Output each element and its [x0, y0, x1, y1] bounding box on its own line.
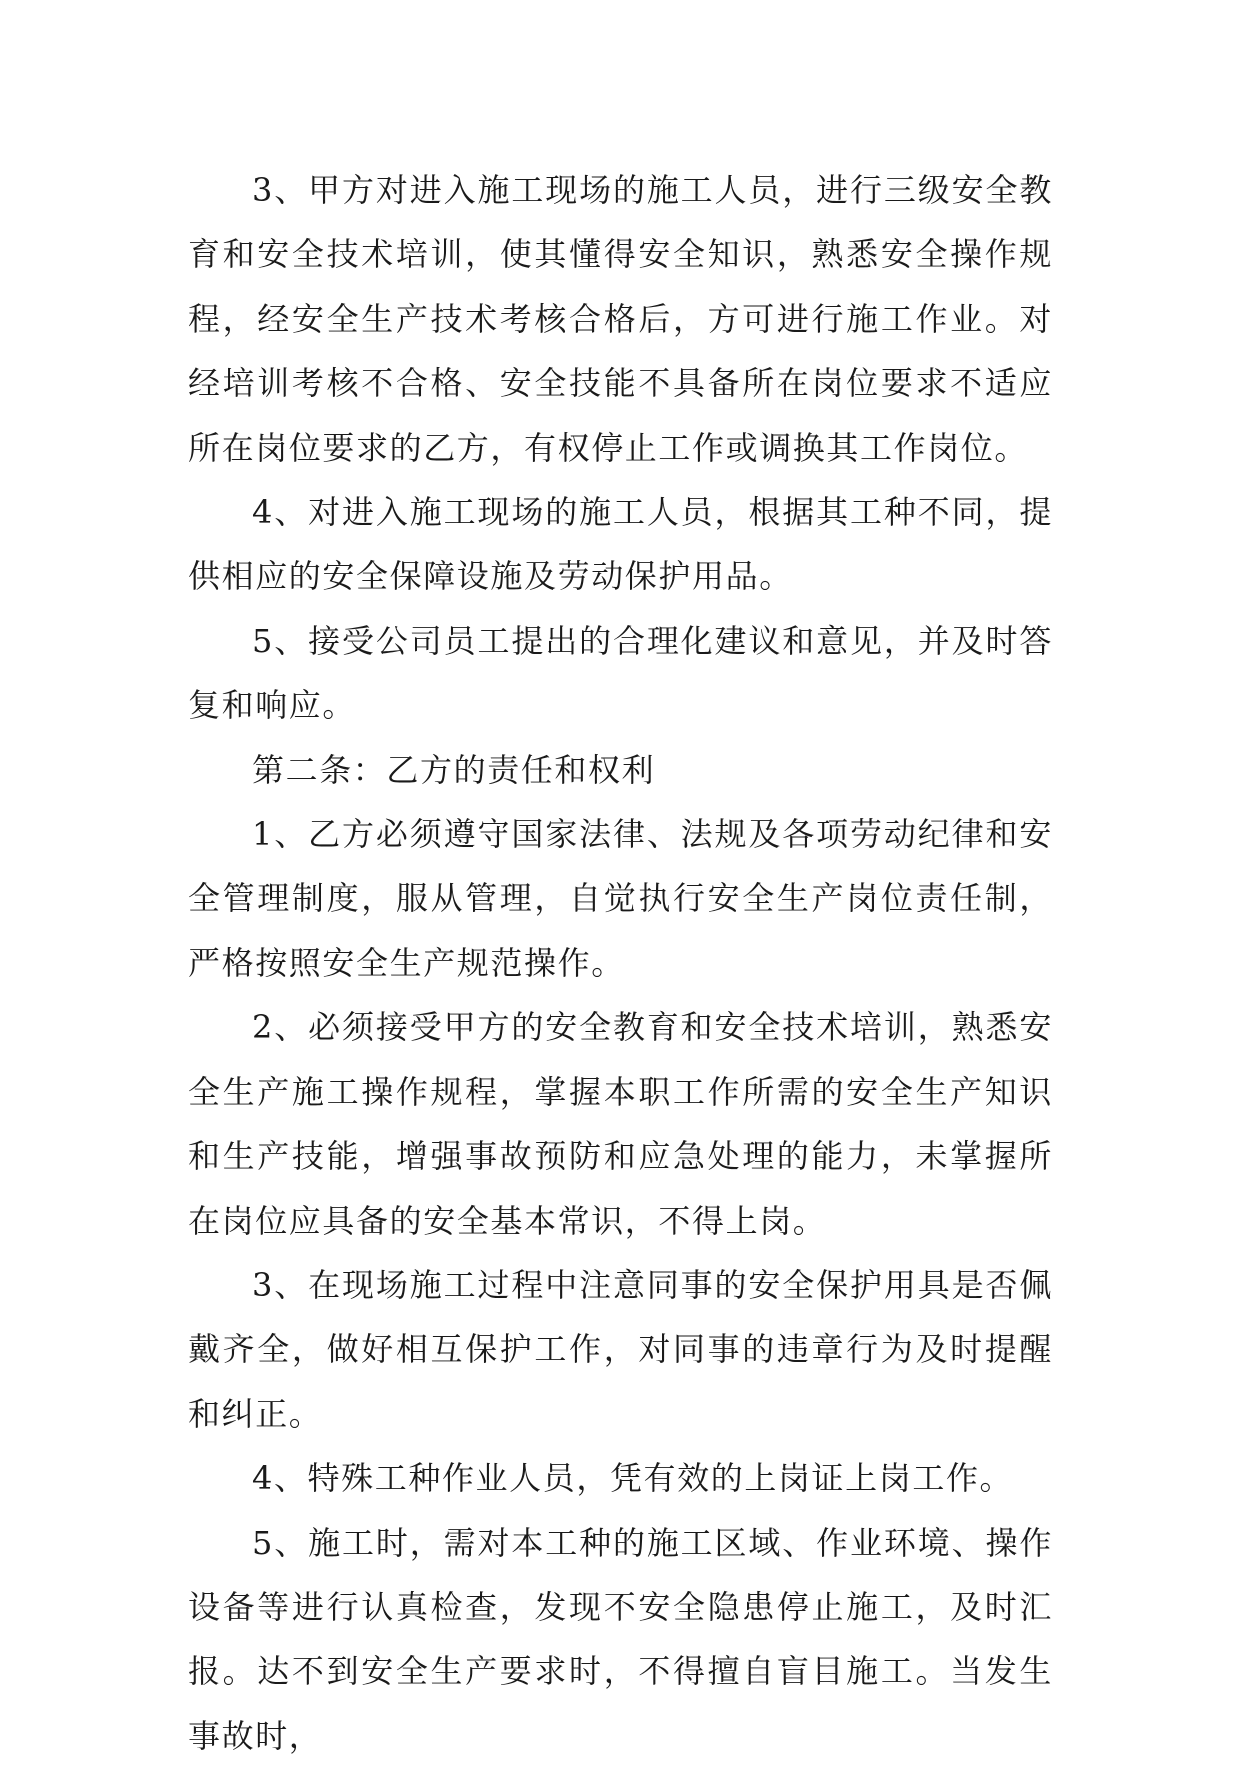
paragraph-party-b-item-4: 4、特殊工种作业人员，凭有效的上岗证上岗工作。	[252, 1459, 1014, 1498]
document-body	[188, 158, 1053, 1768]
paragraph-party-b-item-1: 1、乙方必须遵守国家法律、法规及各项劳动纪律和安全管理制度，服从管理，自觉执行安全生产岗位责任制，严格按照安全生产规范操作。	[188, 815, 1053, 982]
paragraph-party-b-item-2: 2、必须接受甲方的安全教育和安全技术培训，熟悉安全生产施工操作规程，掌握本职工作所需的安全生产知识和生产技能，增强事故预防和应急处理的能力，未掌握所在岗位应具备的安全基本常识，不得上岗。	[188, 1008, 1053, 1240]
paragraph-party-b-item-3: 3、在现场施工过程中注意同事的安全保护用具是否佩戴齐全，做好相互保护工作，对同事的违章行为及时提醒和纠正。	[188, 1265, 1053, 1433]
paragraph-party-b-item-5: 5、施工时，需对本工种的施工区域、作业环境、操作设备等进行认真检查，发现不安全隐患停止施工，及时汇报。达不到安全生产要求时，不得擅自盲目施工。当发生事故时，	[188, 1523, 1053, 1755]
paragraph-party-a-item-4: 4、对进入施工现场的施工人员，根据其工种不同，提供相应的安全保障设施及劳动保护用品。	[188, 493, 1053, 596]
paragraph-party-a-item-3: 3、甲方对进入施工现场的施工人员，进行三级安全教育和安全技术培训，使其懂得安全知识，熟悉安全操作规程，经安全生产技术考核合格后，方可进行施工作业。对经培训考核不合格、安全技能不具备所在岗位要求不适应所在岗位要求的乙方，有权停止工作或调换其工作岗位。	[188, 171, 1053, 467]
paragraph-party-a-item-5: 5、接受公司员工提出的合理化建议和意见，并及时答复和响应。	[188, 621, 1053, 725]
section-heading-article-2: 第二条：乙方的责任和权利	[252, 750, 656, 789]
